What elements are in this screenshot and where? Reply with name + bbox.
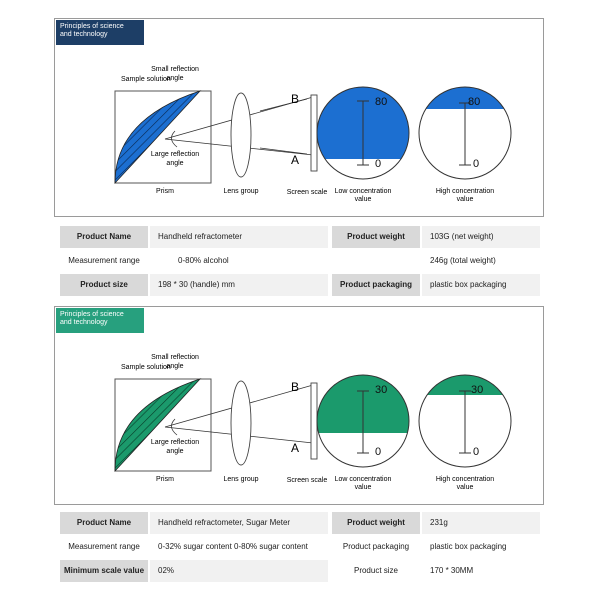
spec-value: 0-32% sugar content 0-80% sugar content: [158, 542, 308, 551]
table-row: [60, 560, 540, 582]
sample-solution-label: Sample solution: [121, 364, 171, 371]
screen-scale-label: Screen scale: [286, 189, 328, 196]
lens-shape: [231, 381, 251, 465]
high-scale-value: 80: [468, 96, 481, 108]
screen-scale-label: Screen scale: [286, 477, 328, 484]
svg-text:angle: angle: [166, 448, 184, 455]
high-scale-zero: 0: [473, 158, 480, 170]
screen-scale-shape: [311, 383, 317, 459]
svg-text:High concentration: High concentration: [435, 476, 495, 483]
spec-label: Product packaging: [342, 542, 410, 551]
spec-value: 02%: [150, 560, 328, 582]
prism-label: Prism: [156, 188, 174, 195]
table-row: [60, 274, 540, 296]
point-a-label: A: [291, 153, 300, 167]
spec-value: 198 * 30 (handle) mm: [150, 274, 328, 296]
principles-tag: Principles of science and technology: [56, 308, 144, 333]
low-scale-zero: 0: [375, 446, 382, 458]
refractometer-diagram: [55, 307, 543, 504]
spec-header: Minimum scale value: [60, 560, 148, 582]
spec-value: Handheld refractometer, Sugar Meter: [150, 512, 328, 534]
screen-scale-shape: [311, 95, 317, 171]
svg-text:Small reflection: Small reflection: [151, 66, 199, 73]
spec-label: Measurement range: [68, 542, 140, 551]
lens-group-label: Lens group: [223, 188, 259, 195]
point-b-label: B: [291, 92, 300, 106]
high-scale-value: 30: [471, 384, 484, 396]
point-a-label: A: [291, 441, 300, 455]
svg-text:Large reflection: Large reflection: [150, 439, 200, 446]
lens-shape: [231, 93, 251, 177]
svg-text:value: value: [354, 196, 372, 203]
spec-header: Product packaging: [332, 274, 420, 296]
spec-value: 231g: [422, 512, 540, 534]
low-scale-value: 80: [375, 96, 388, 108]
svg-text:value: value: [354, 484, 372, 491]
svg-text:Low concentration: Low concentration: [334, 188, 392, 195]
point-b-label: B: [291, 380, 300, 394]
spec-header: Product size: [60, 274, 148, 296]
svg-text:angle: angle: [166, 363, 184, 370]
spec-value: 170 * 30MM: [430, 566, 474, 575]
spec-value: Handheld refractometer: [150, 226, 328, 248]
svg-text:angle: angle: [166, 160, 184, 167]
spec-header: Product weight: [332, 512, 420, 534]
spec-value: 246g (total weight): [430, 256, 496, 265]
principle-diagram-alcohol: [54, 18, 544, 217]
table-row: [60, 250, 540, 272]
spec-label: Measurement range: [68, 256, 140, 265]
sample-solution-label: Sample solution: [121, 76, 171, 83]
low-scale-value: 30: [375, 384, 388, 396]
prism-label: Prism: [156, 476, 174, 483]
svg-text:High concentration: High concentration: [435, 188, 495, 195]
spec-label: Product size: [353, 566, 399, 575]
principles-tag: Principles of science and technology: [56, 20, 144, 45]
table-row: [60, 226, 540, 248]
spec-header: Product Name: [60, 226, 148, 248]
refractometer-diagram: [55, 19, 543, 216]
svg-text:Small reflection: Small reflection: [151, 354, 199, 361]
svg-text:Large reflection: Large reflection: [150, 151, 200, 158]
svg-text:Low concentration: Low concentration: [334, 476, 392, 483]
principle-diagram-sugar: [54, 306, 544, 505]
high-scale-zero: 0: [473, 446, 480, 458]
spec-header: Product weight: [332, 226, 420, 248]
spec-header: Product Name: [60, 512, 148, 534]
svg-text:value: value: [456, 196, 474, 203]
spec-value: plastic box packaging: [422, 274, 540, 296]
svg-text:value: value: [456, 484, 474, 491]
spec-value: plastic box packaging: [430, 542, 507, 551]
table-row: [60, 536, 540, 558]
table-row: [60, 512, 540, 534]
svg-text:angle: angle: [166, 75, 184, 82]
spec-value: 0-80% alcohol: [178, 256, 229, 265]
spec-value: 103G (net weight): [422, 226, 540, 248]
low-scale-zero: 0: [375, 158, 382, 170]
lens-group-label: Lens group: [223, 476, 259, 483]
